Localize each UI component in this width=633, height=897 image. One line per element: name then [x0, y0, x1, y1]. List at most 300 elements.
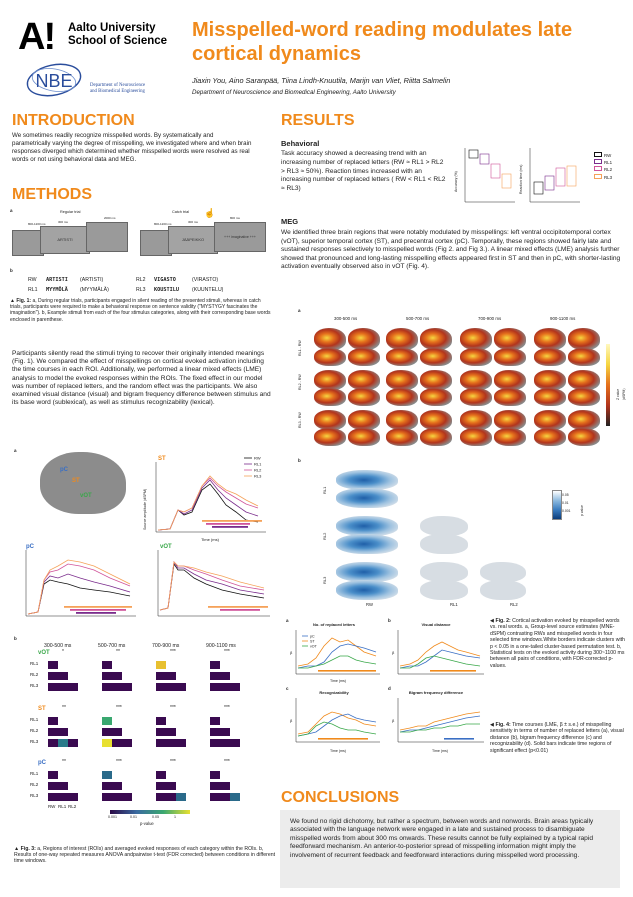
fig2a-cbar-label: Z value (dSPM) — [616, 388, 626, 400]
fig2-win-1: 300-500 ms — [334, 316, 358, 321]
brain-stat-map — [336, 516, 398, 536]
rt-box-rl2 — [556, 168, 565, 186]
nbe-logo-text: NBE — [35, 71, 73, 91]
sig-pc-3: *** — [170, 759, 176, 765]
fig4-c-xlabel: Time (ms) — [329, 749, 347, 753]
methods-title: METHODS — [12, 186, 92, 203]
brain-stat-map — [336, 580, 398, 600]
cell — [48, 782, 58, 790]
roi-st-heading: ST — [38, 706, 46, 712]
cell — [122, 739, 132, 747]
nbe-logo — [24, 60, 84, 100]
t2-label: 300 ms — [58, 220, 68, 224]
brain-map — [348, 428, 380, 446]
cell — [220, 739, 230, 747]
fig4-d-xlabel: Time (ms) — [431, 749, 449, 753]
fig3-win-1: 300-500 ms — [44, 643, 72, 649]
cell — [48, 717, 58, 725]
cell — [230, 739, 240, 747]
t6-label: 800 ms — [230, 216, 240, 220]
fig4-legend — [302, 635, 318, 649]
stim-rl3: RL3 KOUSTILU (KUUNTELU) — [136, 287, 224, 293]
fig3b-cbar-ticks: 0.001 0.01 0.05 1 — [108, 815, 176, 819]
brain-map — [348, 348, 380, 366]
rt-box-rw — [534, 182, 543, 194]
authors: Jiaxin You, Aino Saranpää, Tiina Lindh-Knuutila, Marijn van Vliet, Riitta Salmelin — [192, 76, 451, 85]
cell — [58, 793, 68, 801]
cell — [48, 672, 58, 680]
fig2-b-letter: b — [298, 458, 301, 463]
stim-rl1: RL1 MYYMÖLÄ (MYYMÄLÄ) — [28, 287, 109, 293]
aalto-logo-mark: A! — [18, 16, 55, 58]
cell — [48, 661, 58, 669]
brain-map — [534, 370, 566, 390]
cell — [220, 793, 230, 801]
fig4b-st — [400, 642, 480, 666]
cell — [176, 793, 186, 801]
cell — [102, 661, 112, 669]
cell — [68, 739, 78, 747]
brain-map — [420, 370, 452, 390]
acc-box-rl3 — [502, 174, 511, 188]
acc-box-rl1 — [480, 154, 489, 164]
brain-map — [534, 410, 566, 430]
cell — [210, 782, 220, 790]
fig2-row-1: RL1 - RW — [298, 340, 302, 356]
stim-rw: RW ARTISTI (ARTISTI) — [28, 277, 104, 283]
brain-map — [348, 370, 380, 390]
brain-map — [568, 328, 600, 350]
cell — [156, 661, 166, 669]
cell — [112, 793, 122, 801]
brain-map — [534, 428, 566, 446]
sig-pc-4: *** — [224, 759, 230, 765]
st-sig-bar-2 — [206, 523, 250, 525]
hand-icon: ☝ — [204, 208, 216, 218]
sig-pc-1: ** — [62, 759, 66, 765]
brain-map — [420, 428, 452, 446]
svg-text:vOT: vOT — [310, 644, 317, 649]
fig2-win-4: 900-1100 ms — [550, 316, 576, 321]
brain-map — [420, 410, 452, 430]
fig4-svg — [284, 616, 490, 756]
brain-stat-map — [480, 580, 526, 600]
cell — [156, 728, 166, 736]
cell — [48, 739, 58, 747]
brain-stat-map — [336, 488, 398, 508]
brain-map — [420, 388, 452, 406]
fig2b-brains — [330, 466, 530, 606]
rt-box-rl1 — [545, 176, 554, 190]
results-title: RESULTS — [281, 112, 355, 129]
catch-screen-stimulus: JÄÄPEIKKO — [168, 226, 218, 254]
fig4-a-xlabel: Time (ms) — [329, 679, 347, 683]
t1-label: 800-1200 ms — [28, 222, 46, 226]
aalto-name — [68, 22, 167, 48]
conclusions-box — [280, 810, 620, 888]
acc-ylabel: Accuracy (%) — [454, 171, 458, 192]
cell — [102, 739, 112, 747]
brain-map — [386, 348, 418, 366]
st-sig-bar-3 — [212, 526, 248, 528]
fig4-b-letter: b — [388, 618, 391, 623]
cell — [102, 683, 112, 691]
roi-vot-heading: vOT — [38, 650, 50, 656]
nbe-dept — [90, 83, 145, 94]
fig2b-row-2: RL2 — [322, 532, 327, 540]
fig4-caption: ◀ Fig. 4: Time courses (LME, β ± s.e.) of misspelling sensitivity in terms of number of replaced letters (a), visual distance (b), bigram frequency difference (c) and recognizability (d). Solid bars indicate time regions of significant effect (p<0.01) — [490, 722, 624, 754]
fig4-c-ylabel: β — [290, 718, 293, 723]
fig3-pc-plot — [10, 540, 142, 630]
st-title: ST — [158, 456, 166, 462]
cell — [102, 728, 112, 736]
brain-map — [386, 328, 418, 350]
fig2-row-2: RL2 - RW — [298, 374, 302, 390]
fig4-d-letter: d — [388, 686, 391, 691]
cell — [166, 672, 176, 680]
cell — [166, 739, 176, 747]
sig-vot-4: *** — [224, 649, 230, 655]
cell — [210, 793, 220, 801]
brain-map — [460, 410, 492, 430]
conclusions-title: CONCLUSIONS — [281, 789, 400, 806]
fig3b-cells — [20, 650, 280, 820]
brain-map — [314, 328, 346, 350]
methods-paragraph: Participants silently read the stimuli trying to recover their originally intended meanings (Fig. 1). We compared the effect of misspellings on cortical evoked activation including the time courses in each ROI. Additionally, we performed a linear mixed effects (LME) analysis to model the evoked responses within the ROIs. The fixed effect in our model was number of replaced letters, and the random effect was the participants. We also examined visual distance (visual) and bigram frequency difference between stimulus and its base word (sublexical), as well as stimulus recognizability (lexical). — [12, 350, 271, 407]
brain-map — [534, 388, 566, 406]
st-ylabel: Source amplitude (dSPM) — [143, 488, 147, 530]
cell — [210, 739, 220, 747]
brain-map — [348, 388, 380, 406]
brain-map — [568, 428, 600, 446]
brain-map — [348, 328, 380, 350]
fig2a-brains — [314, 326, 604, 450]
sig-st-4: *** — [224, 705, 230, 711]
cell — [156, 672, 166, 680]
cell — [156, 683, 166, 691]
fig3-win-2: 500-700 ms — [98, 643, 126, 649]
fig1-a-letter: a — [10, 208, 13, 213]
brain-map — [494, 388, 526, 406]
poster-title-line2: cortical dynamics — [192, 43, 361, 65]
cell — [156, 717, 166, 725]
cell — [210, 672, 220, 680]
rt-boxplot — [518, 144, 590, 206]
fig4-panels — [284, 616, 490, 756]
fig4-d-title: Bigram frequency difference — [408, 690, 464, 695]
brain-stat-map — [336, 470, 398, 490]
fig3b-colorbar — [110, 810, 190, 814]
legend-rl1: RL1 — [254, 461, 262, 467]
brain-map — [386, 410, 418, 430]
cell — [156, 739, 166, 747]
roi-vot-label: vOT — [80, 493, 92, 499]
cell — [166, 782, 176, 790]
fig2b-pbar-label: p value — [580, 505, 584, 516]
fig4-b-ylabel: β — [392, 650, 395, 655]
brain-map — [494, 428, 526, 446]
cell — [48, 683, 58, 691]
vot-row-rl2: RL2 — [30, 672, 39, 677]
cell — [48, 793, 58, 801]
fig3-win-3: 700-900 ms — [152, 643, 180, 649]
meg-text: We identified three brain regions that were notably modulated by misspellings: left ventral occipitotemporal cortex (vOT), superior temporal cortex (ST), and precentral cortex (pC). Temporally, these regions showed fairly late and sustained responses selectively to misspelled words (Fig 2. and Fig 3.). A linear mixed effects (LME) analysis further showed that pronounced and long-lasting misspelling effects appeared first in ST and then in pC, with shorter-lasting activation eventually observed also in vOT (Fig. 4). — [281, 229, 621, 271]
cell — [58, 782, 68, 790]
cell — [156, 793, 166, 801]
acc-box-rw — [469, 150, 478, 158]
cell — [210, 728, 220, 736]
fig4-c-title: Recognizability — [319, 690, 349, 695]
cell — [112, 728, 122, 736]
cell — [210, 771, 220, 779]
brain-map — [314, 410, 346, 430]
fig2a-colorbar — [606, 344, 610, 426]
pc-sig-bar-1 — [64, 606, 132, 608]
accuracy-boxplot — [453, 144, 517, 206]
aalto-name-line2: School of Science — [68, 35, 168, 47]
fig3-vot-plot — [144, 540, 276, 630]
fig4-a-ylabel: β — [290, 650, 293, 655]
cell — [48, 728, 58, 736]
fig2-row-3: RL3 - RW — [298, 412, 302, 428]
cell — [102, 793, 112, 801]
brain-stat-map — [336, 562, 398, 582]
acc-box-rl2 — [491, 164, 500, 178]
brain-map — [420, 328, 452, 350]
cell — [58, 728, 68, 736]
cell — [58, 739, 68, 747]
cell — [122, 793, 132, 801]
st-sig-bar-1 — [202, 520, 262, 522]
brain-map — [314, 428, 346, 446]
fig4c-st — [298, 712, 376, 734]
sig-vot-3: *** — [170, 649, 176, 655]
cell — [102, 782, 112, 790]
behavioral-text: Task accuracy showed a decreasing trend with an increasing number of replaced letters (RW ≈ RL1 > RL2 > RL3 ≈ 50%). Reaction times increased with an increasing number of replaced letters ( RW < RL1 < RL2 ≈ RL3) — [281, 150, 446, 193]
fig4-d-ylabel: β — [392, 718, 395, 723]
brain-map — [386, 428, 418, 446]
behavioral-heading: Behavioral — [281, 139, 320, 148]
brain-map — [534, 348, 566, 366]
st-row-rl1: RL1 — [30, 717, 39, 722]
stim-rl2: RL2 VIGASTO (VIRASTO) — [136, 277, 219, 283]
aalto-logo — [18, 18, 54, 56]
fig2b-row-1: RL1 — [322, 486, 327, 494]
pc-row-rl1: RL1 — [30, 771, 39, 776]
brain-map — [494, 348, 526, 366]
legend-rl2: RL2 — [254, 467, 262, 473]
vot-row-rl3: RL3 — [30, 683, 39, 688]
regular-trial-label: Regular trial — [60, 210, 81, 214]
cell — [112, 683, 122, 691]
aalto-name-line1: Aalto University — [68, 22, 156, 34]
brain-map — [494, 410, 526, 430]
brain-map — [534, 328, 566, 350]
pc-row-rl3: RL3 — [30, 793, 39, 798]
cell — [48, 771, 58, 779]
brain-map — [568, 388, 600, 406]
brain-map — [314, 348, 346, 366]
cell — [156, 782, 166, 790]
rt-ylabel: Reaction time (ms) — [519, 164, 523, 194]
fig3-b-letter: b — [14, 636, 17, 641]
brain-stat-map — [480, 562, 526, 582]
fig4d-vot — [400, 724, 480, 732]
fig3-a-letter: a — [14, 448, 17, 453]
cell — [122, 683, 132, 691]
fig4-a-letter: a — [286, 618, 289, 623]
fig2-win-3: 700-900 ms — [478, 316, 502, 321]
meg-heading: MEG — [281, 217, 299, 226]
brain-stat-map — [420, 516, 468, 536]
brain-map — [348, 410, 380, 430]
cell — [112, 672, 122, 680]
brain-map — [460, 428, 492, 446]
fig2-caption: ◀ Fig. 2: Cortical activation evoked by misspelled words vs. real words. a, Group-level source estimates (MNE-dSPM) contrasting RWs and misspelled words in four selected time windows.White borders indicate clusters with p < 0.05 in a one-tailed cluster-based permutation test. b, Statistical tests on the evoked activity during 300~1100 ms between all pairs of conditions, with FDR-corrected p-values. — [490, 618, 625, 669]
fig2-a-letter: a — [298, 308, 301, 313]
poster-title — [192, 18, 572, 66]
legend-rw: RW — [254, 455, 261, 461]
t4-label: 800-1200 ms — [154, 222, 172, 226]
t5-label: 300 ms — [188, 220, 198, 224]
fig3-caption: ▲ Fig. 3: a, Regions of interest (ROIs) and averaged evoked responses of each category within the ROIs. b, Results of one-way repeated measures ANOVA andpairwise t-test (FDR corrected) between conditions in different time windows. — [14, 846, 276, 865]
regular-trial-screens — [12, 216, 132, 260]
svg-text:ST: ST — [310, 639, 315, 644]
cell — [220, 672, 230, 680]
brain-map — [386, 370, 418, 390]
brain-map — [460, 388, 492, 406]
cell — [210, 661, 220, 669]
cell — [210, 717, 220, 725]
cell — [102, 771, 112, 779]
cell — [102, 717, 112, 725]
st-xlabel: Time (ms) — [201, 537, 219, 542]
cell — [176, 683, 186, 691]
sig-st-3: *** — [170, 705, 176, 711]
brain-map — [460, 370, 492, 390]
brain-map — [460, 328, 492, 350]
fig4-b-title: Visual distance — [421, 622, 451, 627]
cell — [68, 793, 78, 801]
conclusions-text: We found no rigid dichotomy, but rather a spectrum, between words and nonwords. Brain areas typically associated with the language network were engaged in a late and sustained process to disambiguate misspelled words from about 300 ms onwards. These results cannot be fully explained by a typical rapid feedforward mechanism. An anterior-to-posterior spread of misspelling information might imply the involvement of recurrent feedback and feedforward interactions during misspelled word processing. — [290, 818, 594, 859]
fig1-caption: ▲ Fig. 1: a, During regular trials, participants engaged in silent reading of the presented stimuli, whereas in catch trials, participants were required to make a behavioral response on sentence validity ("MYSTYGY fascinates the imagination"). b, Example stimuli from each of the four stimulus categories, along with their corresponding base words enclosed in parenthese. — [10, 298, 271, 323]
brain-map — [460, 348, 492, 366]
brain-map — [386, 388, 418, 406]
roi-st-label: ST — [72, 478, 80, 484]
rt-box-rl3 — [567, 166, 576, 186]
sig-st-2: *** — [116, 705, 122, 711]
nbe-dept-line1: Department of Neuroscience — [90, 83, 146, 88]
brain-map — [568, 410, 600, 430]
brain-stat-map — [420, 580, 468, 600]
cell — [176, 739, 186, 747]
st-row-rl3: RL3 — [30, 739, 39, 744]
catch-screen-prompt: +++ imaginative +++ — [214, 222, 266, 252]
brain-map — [568, 348, 600, 366]
screen-stimulus: ARTISTI — [40, 226, 90, 254]
roi-pc-heading: pC — [38, 760, 46, 766]
fig3-legend — [244, 456, 262, 479]
pc-sig-bar-2 — [70, 609, 126, 611]
fig4-a-title: No. of replaced letters — [312, 622, 356, 627]
svg-text:pC: pC — [310, 634, 315, 639]
legend-rl3: RL3 — [254, 473, 262, 479]
vot-sig-bar-2 — [220, 609, 260, 611]
cell — [68, 683, 78, 691]
fig3b-col-labels: RW RL1 RL2 — [48, 804, 77, 809]
brain-map — [314, 370, 346, 390]
vot-title: vOT — [160, 544, 172, 550]
brain-map — [568, 370, 600, 390]
cell — [166, 728, 176, 736]
cell — [112, 782, 122, 790]
cell — [230, 793, 240, 801]
cell — [58, 683, 68, 691]
st-row-rl2: RL2 — [30, 728, 39, 733]
sig-vot-2: ** — [116, 649, 120, 655]
cell — [156, 771, 166, 779]
sig-vot-1: * — [62, 649, 64, 655]
cell — [210, 683, 220, 691]
affiliation: Department of Neuroscience and Biomedical Engineering, Aalto University — [192, 89, 396, 96]
screen-blank — [86, 222, 128, 252]
t3-label: 2000 ms — [104, 216, 116, 220]
cell — [220, 683, 230, 691]
vot-sig-bar-1 — [208, 606, 268, 608]
brain-stat-map — [420, 562, 468, 582]
pc-title: pC — [26, 544, 34, 550]
brain-map — [494, 328, 526, 350]
fig2b-pbar — [552, 490, 562, 520]
nbe-dept-line2: and Biomedical Engineering — [90, 88, 145, 94]
roi-brain — [40, 452, 126, 514]
brain-stat-map — [420, 534, 468, 554]
vot-row-rl1: RL1 — [30, 661, 39, 666]
cell — [166, 793, 176, 801]
sig-pc-2: *** — [116, 759, 122, 765]
cell — [166, 683, 176, 691]
cell — [220, 782, 230, 790]
cell — [102, 672, 112, 680]
box-legend: RW RL1 RL2 RL3 — [594, 152, 612, 181]
cell — [112, 739, 122, 747]
pc-row-rl2: RL2 — [30, 782, 39, 787]
introduction-text: We sometimes readily recognize misspelled words. By systematically and parametrically varying the degree of misspelling, we investigated where and when brain responses diverged which determined whether misspelled words were resolved as real words or not using behavioral data and MEG. — [12, 132, 252, 163]
brain-map — [314, 388, 346, 406]
introduction-title: INTRODUCTION — [12, 112, 135, 129]
st-line-rl3 — [158, 476, 258, 530]
pc-sig-bar-3 — [76, 612, 116, 614]
catch-trial-label: Catch trial — [172, 210, 190, 214]
poster-title-line1: Misspelled-word reading modulates late — [192, 19, 573, 41]
cell — [230, 683, 240, 691]
fig2-win-2: 500-700 ms — [406, 316, 430, 321]
fig2b-pbar-ticks: 0.05 0.01 0.001 — [562, 493, 571, 513]
fig3b-cbar-label: p-value — [140, 821, 154, 826]
brain-stat-map — [336, 534, 398, 554]
sig-st-1: ** — [62, 705, 66, 711]
roi-pc-label: pC — [60, 467, 68, 473]
fig2b-row-3: RL3 — [322, 576, 327, 584]
cell — [220, 728, 230, 736]
fig3-win-4: 900-1100 ms — [206, 643, 236, 649]
brain-map — [494, 370, 526, 390]
brain-map — [420, 348, 452, 366]
stimulus-examples — [28, 275, 268, 295]
fig4d-st — [400, 712, 480, 730]
fig4-c-letter: c — [286, 686, 289, 691]
cell — [58, 672, 68, 680]
